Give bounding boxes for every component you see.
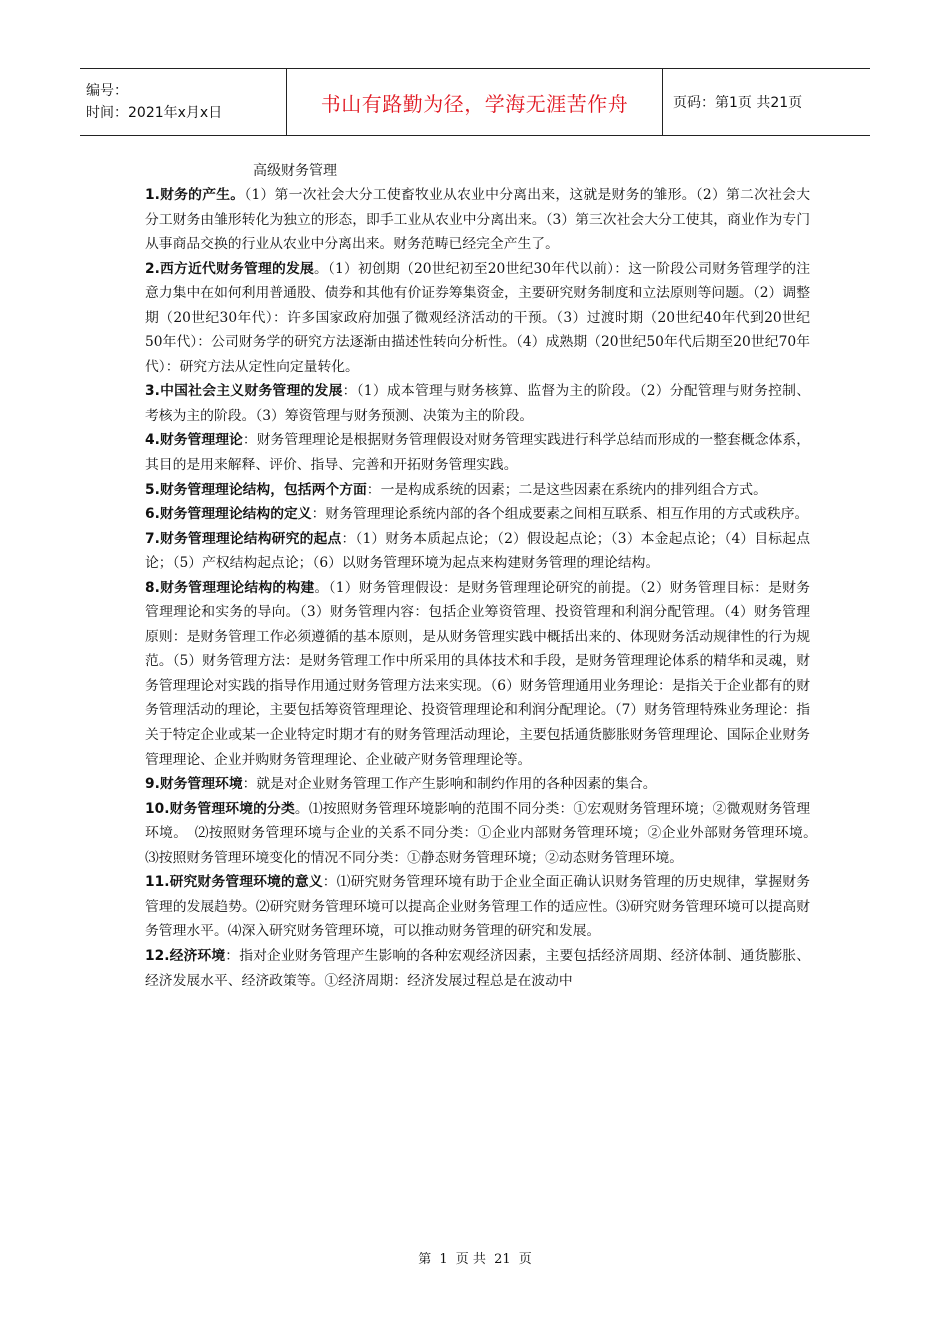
header-page-info: 页码：第1页 共21页 (673, 95, 803, 111)
paragraph-heading-text: 经济环境 (169, 947, 226, 964)
paragraph-heading-text: 财务管理理论结构的定义 (159, 506, 312, 523)
paragraph-number: 11. (145, 874, 170, 891)
header-page-cell (663, 69, 871, 136)
paragraph-text: ：（1）财务本质起点论；（2）假设起点论；（3）本金起点论；（4）目标起点论；（5）产权结构起点论；（6）以财务管理环境为起点来构建财务管理的理论结构。 (145, 530, 811, 572)
paragraph-heading-text: 中国社会主义财务管理的发展 (159, 383, 343, 400)
paragraph (145, 797, 824, 871)
paragraph (145, 944, 810, 993)
paragraph-text: ：就是对企业财务管理工作产生影响和制约作用的各种因素的集合。 (242, 776, 657, 793)
header-motto: 书山有路勤为径，学海无涯苦作舟 (320, 91, 629, 116)
paragraph-text: ：指对企业财务管理产生影响的各种宏观经济因素，主要包括经济周期、经济体制、通货膨胀、经济发展水平、经济政策等。①经济周期：经济发展过程总是在波动中 (145, 947, 810, 989)
paragraph-number: 5. (145, 481, 160, 498)
paragraph-number: 4. (145, 432, 160, 449)
paragraph (145, 379, 810, 428)
paragraph-heading-text: 财务管理环境的分类 (169, 800, 295, 817)
paragraph-heading (145, 482, 367, 498)
paragraph-text: ：一是构成系统的因素；二是这些因素在系统内的排列组合方式。 (366, 481, 767, 498)
doc-time-label: 时间：2021年x月x日 (86, 105, 223, 121)
paragraph-number: 6. (145, 506, 160, 523)
doc-number-label: 编号： (86, 83, 128, 99)
paragraph-heading-text: 财务管理理论 (159, 432, 243, 449)
footer-mid: 页 共 (455, 1252, 486, 1267)
header-meta-cell (80, 69, 287, 136)
paragraph-heading-text: 财务的产生。 (159, 187, 245, 203)
paragraph-heading-text: 财务管理环境 (159, 776, 243, 793)
paragraph-heading (145, 948, 225, 964)
document-body (145, 183, 824, 993)
footer-prefix: 第 (418, 1252, 432, 1267)
paragraph-heading-text: 研究财务管理环境的意义 (169, 874, 323, 891)
header-motto-cell (287, 69, 663, 136)
paragraph-text: 。（1）初创期（20世纪初至20世纪30年代以前）：这一阶段公司财务管理学的注意力集中在如何利用普通股、债券和其他有价证券筹集资金，主要研究财务制度和立法原则等问题。（2）调整期（20世纪30年代）：许多国家政府加强了微观经济活动的干预。（3）过渡时期（20世纪40年代到20世纪50年代）：公司财务学的研究方法逐渐由描述性转向分析性。（4）成熟期（20世纪50年代后期至20世纪70年代）：研究方法从定性向定量转化。 (145, 260, 810, 375)
paragraph (145, 772, 810, 797)
paragraph (145, 478, 810, 503)
paragraph-text: ：财务管理理论是根据财务管理假设对财务管理实践进行科学总结而形成的一整套概念体系，其目的是用来解释、评价、指导、完善和开拓财务管理实践。 (145, 432, 811, 474)
paragraph-number: 9. (145, 776, 160, 793)
paragraph-heading (145, 261, 314, 277)
paragraph-heading (145, 432, 243, 448)
paragraph-heading-text: 财务管理理论结构，包括两个方面 (159, 481, 367, 498)
paragraph-number: 8. (145, 579, 160, 596)
paragraph-number: 12. (145, 947, 170, 964)
paragraph-heading (145, 776, 243, 792)
paragraph (145, 527, 810, 576)
paragraph-heading (145, 874, 323, 890)
paragraph-text: 。（1）财务管理假设：是财务管理理论研究的前提。（2）财务管理目标：是财务管理理论和实务的导向。（3）财务管理内容：包括企业筹资管理、投资管理和利润分配管理。（4）财务管理原则：是财务管理工作必须遵循的基本原则，是从财务管理实践中概括出来的、体现财务活动规律性的行为规范。（5）财务管理方法：是财务管理工作中所采用的具体技术和手段，是财务管理理论体系的精华和灵魂，财务管理理论对实践的指导作用通过财务管理方法来实现。（6）财务管理通用业务理论：是指关于企业都有的财务管理活动的理论，主要包括筹资管理理论、投资管理理论和利润分配理论。（7）财务管理特殊业务理论：指关于特定企业或某一企业特定时期才有的财务管理活动理论，主要包括通货膨胀财务管理理论、国际企业财务管理理论、企业并购财务管理理论、企业破产财务管理理论等。 (145, 579, 810, 768)
paragraph-heading-text: 财务管理理论结构的构建 (159, 579, 315, 596)
paragraph (145, 870, 810, 944)
paragraph-text: 。⑴按照财务管理环境影响的范围不同分类：①宏观财务管理环境；②微观财务管理环境。 ⑵按照财务管理环境与企业的关系不同分类：①企业内部财务管理环境；②企业外部财务管理环境。 ⑶按照财务管理环境变化的情况不同分类：①静态财务管理环境；②动态财务管理环境。 (145, 800, 824, 866)
paragraph-heading-text: 西方近代财务管理的发展 (159, 260, 314, 277)
paragraph-number: 10. (145, 800, 170, 817)
paragraph-text: ：⑴研究财务管理环境有助于企业全面正确认识财务管理的历史规律，掌握财务管理的发展趋势。⑵研究财务管理环境可以提高企业财务管理工作的适应性。⑶研究财务管理环境可以提高财务管理水平。⑷深入研究财务管理环境，可以推动财务管理的研究和发展。 (145, 874, 811, 940)
paragraph-heading (145, 580, 315, 596)
footer-page-number: 1 (439, 1252, 448, 1267)
paragraph-number: 2. (145, 260, 160, 277)
footer-suffix: 页 (518, 1252, 532, 1267)
paragraph-heading (145, 187, 244, 203)
paragraph (145, 428, 810, 477)
paragraph-text: ：财务管理理论系统内部的各个组成要素之间相互联系、相互作用的方式或秩序。 (311, 506, 809, 523)
page-header (80, 68, 870, 136)
page-footer (0, 1248, 950, 1267)
paragraph (145, 257, 810, 380)
paragraph-text: ：（1）成本管理与财务核算、监督为主的阶段。（2）分配管理与财务控制、考核为主的阶段。（3）筹资管理与财务预测、决策为主的阶段。 (145, 383, 810, 424)
paragraph-number: 3. (145, 383, 160, 400)
paragraph (145, 576, 810, 772)
footer-total-pages: 21 (494, 1252, 511, 1267)
paragraph (145, 183, 810, 257)
paragraph-heading (145, 506, 312, 522)
paragraph-heading (145, 801, 295, 817)
paragraph-heading-text: 财务管理理论结构研究的起点 (159, 530, 342, 547)
paragraph-number: 7. (145, 530, 160, 547)
paragraph-number: 1. (145, 187, 160, 203)
paragraph-heading (145, 531, 341, 547)
paragraph-text: （1）第一次社会大分工使畜牧业从农业中分离出来，这就是财务的雏形。（2）第二次社会大分工财务由雏形转化为独立的形态，即手工业从农业中分离出来。（3）第三次社会大分工使其，商业作为专门从事商品交换的行业从农业中分离出来。财务范畴已经完全产生了。 (145, 187, 810, 253)
paragraph (145, 502, 810, 527)
document-title: 高级财务管理 (253, 163, 337, 179)
paragraph-heading (145, 383, 343, 399)
